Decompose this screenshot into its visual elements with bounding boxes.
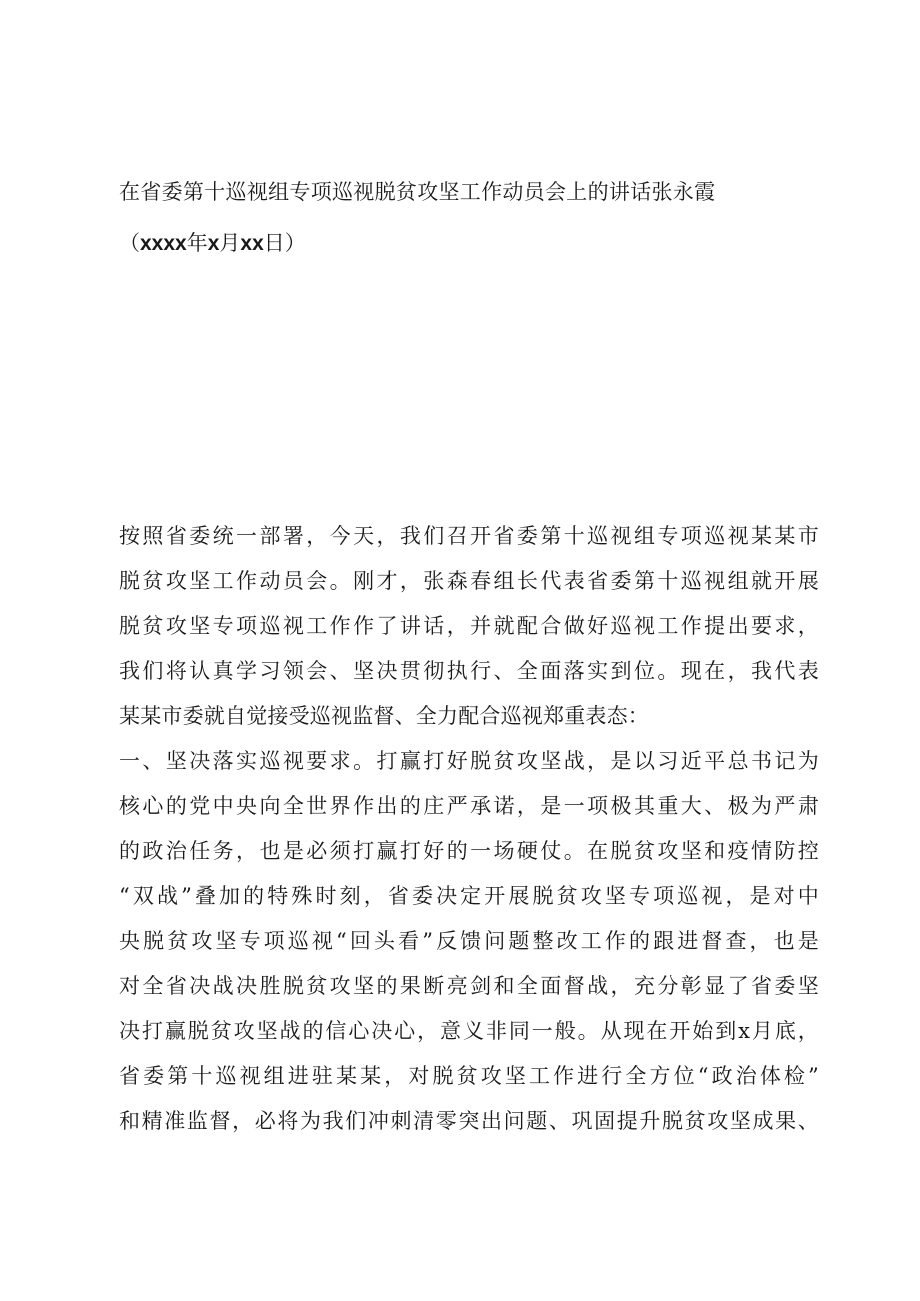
date-day-suffix: 日） <box>263 231 306 255</box>
speech-body <box>119 514 819 1144</box>
body-line: 我们将认真学习领会、坚决贯彻执行、全面落实到位。现在，我代表 <box>119 659 819 683</box>
body-line: 的政治任务，也是必须打赢打好的一场硬仗。在脱贫攻坚和疫情防控 <box>119 839 819 863</box>
document-title: 在省委第十巡视组专项巡视脱贫攻坚工作动员会上的讲话张永霞 <box>119 180 716 204</box>
body-line: 央脱贫攻坚专项巡视“回头看”反馈问题整改工作的跟进督查，也是 <box>119 929 819 953</box>
body-line: 脱贫攻坚工作动员会。刚才，张森春组长代表省委第十巡视组就开展 <box>119 569 819 593</box>
body-line: 某某市委就自觉接受巡视监督、全力配合巡视郑重表态： <box>119 704 649 728</box>
body-line: 按照省委统一部署，今天，我们召开省委第十巡视组专项巡视某某市 <box>119 524 819 548</box>
body-line: 和精准监督，必将为我们冲刺清零突出问题、巩固提升脱贫攻坚成果、 <box>119 1109 819 1133</box>
date-year: xxxx <box>140 232 187 255</box>
date-year-suffix: 年 <box>186 231 208 255</box>
body-line: 脱贫攻坚专项巡视工作作了讲话，并就配合做好巡视工作提出要求， <box>119 614 819 638</box>
date-day: xx <box>240 232 264 255</box>
body-line: 对全省决战决胜脱贫攻坚的果断亮剑和全面督战，充分彰显了省委坚 <box>119 974 819 998</box>
body-line: 核心的党中央向全世界作出的庄严承诺，是一项极其重大、极为严肃 <box>119 794 819 818</box>
date-month-suffix: 月 <box>219 231 241 255</box>
document-date <box>119 225 306 262</box>
date-open-paren: （ <box>119 231 140 255</box>
body-line: 决打赢脱贫攻坚战的信心决心，意义非同一般。从现在开始到x月底， <box>119 1019 819 1043</box>
date-month: x <box>207 232 220 255</box>
body-line: 一、坚决落实巡视要求。打赢打好脱贫攻坚战，是以习近平总书记为 <box>119 749 819 773</box>
body-line: 省委第十巡视组进驻某某，对脱贫攻坚工作进行全方位“政治体检” <box>119 1064 819 1088</box>
body-line: “双战”叠加的特殊时刻，省委决定开展脱贫攻坚专项巡视，是对中 <box>119 884 819 908</box>
